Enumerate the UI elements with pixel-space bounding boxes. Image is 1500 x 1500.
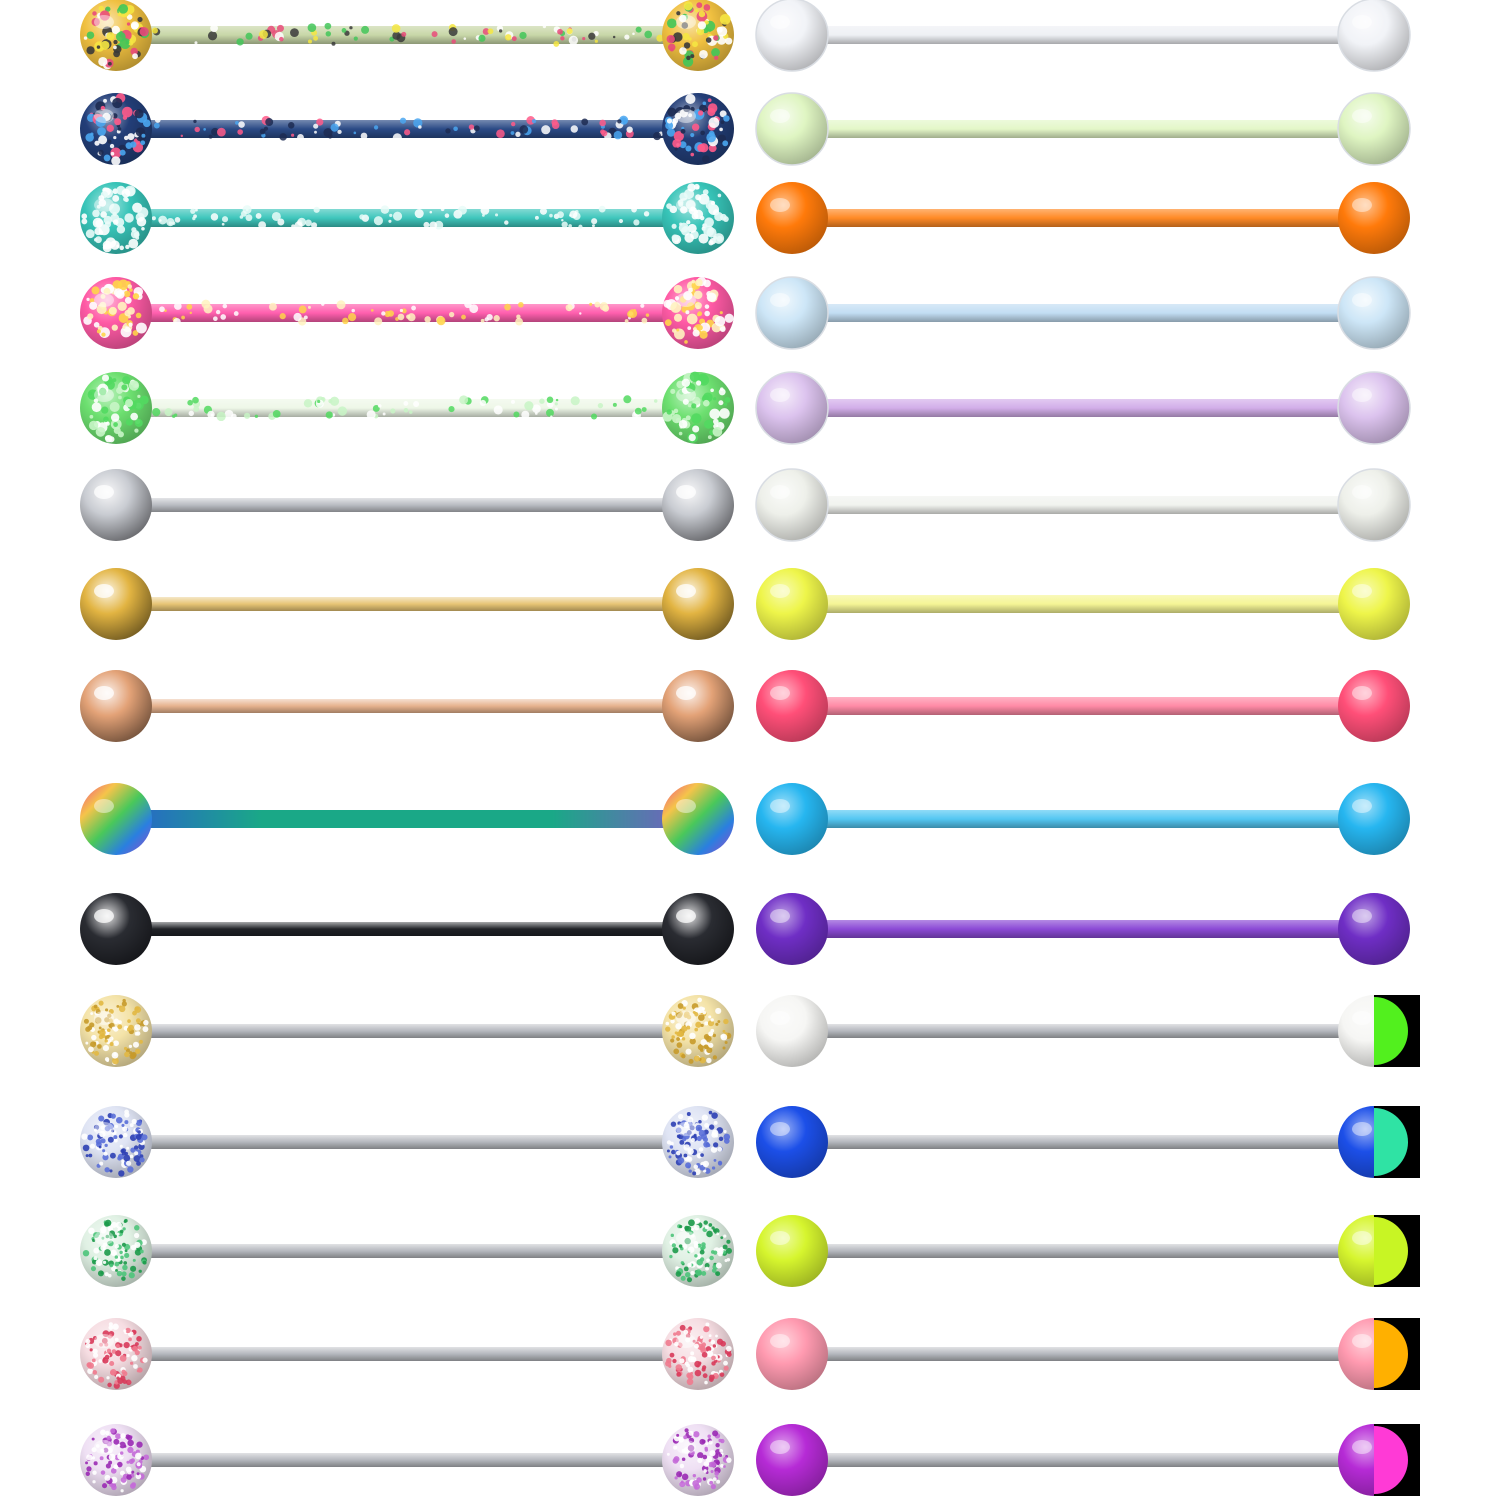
barbell-ball-right	[662, 182, 734, 254]
left-column	[80, 0, 734, 1496]
barbell	[756, 0, 1410, 71]
right-column	[756, 0, 1420, 1496]
barbell	[756, 182, 1410, 254]
barbell-ball-right	[662, 783, 734, 855]
barbell-bar	[792, 1244, 1374, 1258]
barbell-ball-right	[1338, 1215, 1420, 1287]
barbell-ball-right	[662, 1215, 734, 1287]
barbell-ball-right	[662, 93, 734, 165]
barbell-ball-right	[662, 1424, 734, 1496]
barbell	[756, 469, 1410, 541]
barbell-ball-right	[1338, 1106, 1420, 1178]
barbell	[80, 893, 734, 965]
barbell	[80, 277, 734, 349]
barbell-ball-left	[756, 1215, 828, 1287]
barbell-bar	[792, 209, 1374, 227]
barbell	[756, 568, 1410, 640]
barbell-bar	[792, 496, 1374, 514]
barbell-ball-left	[756, 93, 828, 165]
barbell-ball-left	[756, 372, 828, 444]
barbell-ball-left	[756, 1106, 828, 1178]
barbell-ball-right	[662, 1106, 734, 1178]
barbell-ball-left	[756, 1424, 828, 1496]
barbell-ball-left	[756, 893, 828, 965]
barbell	[80, 182, 734, 254]
barbell-ball-left	[756, 670, 828, 742]
barbell-ball-right	[662, 893, 734, 965]
barbell-ball-left	[756, 568, 828, 640]
barbell-ball-right	[662, 995, 734, 1067]
barbell-ball-left	[756, 182, 828, 254]
barbell	[80, 1318, 734, 1390]
barbell-ball-right	[1338, 277, 1410, 349]
barbell-ball-right	[662, 372, 734, 444]
barbell-bar	[116, 1024, 698, 1038]
barbell-bar	[792, 920, 1374, 938]
barbell	[756, 277, 1410, 349]
barbell-ball-left	[756, 783, 828, 855]
barbell-ball-left	[80, 893, 152, 965]
barbell-ball-left	[80, 1424, 152, 1496]
barbell-bar	[116, 209, 698, 227]
barbell-bar	[792, 26, 1374, 44]
barbell-ball-right	[1338, 995, 1420, 1067]
barbell-ball-right	[662, 670, 734, 742]
barbell	[80, 1424, 734, 1496]
barbell-ball-right	[662, 568, 734, 640]
barbell-ball-right	[1338, 469, 1410, 541]
barbell	[80, 995, 734, 1067]
barbell-bar	[792, 595, 1374, 613]
barbell-bar	[792, 810, 1374, 828]
barbell-bar	[116, 699, 698, 713]
barbell	[80, 469, 734, 541]
barbell	[80, 372, 734, 444]
barbell-ball-left	[80, 1106, 152, 1178]
barbell-ball-right	[1338, 372, 1410, 444]
barbell	[756, 1318, 1420, 1390]
barbell-bar	[792, 1135, 1374, 1149]
barbell-ball-left	[80, 783, 152, 855]
barbell	[80, 670, 734, 742]
barbell-bar	[792, 697, 1374, 715]
barbell-ball-left	[80, 0, 152, 71]
barbell-ball-left	[756, 995, 828, 1067]
barbell-ball-right	[1338, 893, 1410, 965]
barbell-bar	[792, 120, 1374, 138]
barbell-ball-right	[1338, 1318, 1420, 1390]
barbell-ball-left	[80, 1318, 152, 1390]
barbell	[756, 783, 1410, 855]
barbell-bar	[792, 399, 1374, 417]
barbell-bar	[116, 810, 698, 828]
barbell-ball-left	[80, 670, 152, 742]
barbell-bar	[116, 1453, 698, 1467]
barbell	[80, 568, 734, 640]
barbell-ball-left	[80, 372, 152, 444]
barbell	[80, 1215, 734, 1287]
barbell	[756, 93, 1410, 165]
barbell-ball-right	[1338, 93, 1410, 165]
barbell	[756, 670, 1410, 742]
barbell-bar	[792, 1024, 1374, 1038]
barbell-ball-right	[662, 0, 734, 71]
barbell-bar	[792, 1347, 1374, 1361]
barbell-bar	[116, 498, 698, 512]
barbell	[756, 893, 1410, 965]
barbell-ball-right	[1338, 0, 1410, 71]
barbell-ball-left	[756, 1318, 828, 1390]
barbell-ball-left	[756, 469, 828, 541]
barbell-ball-left	[80, 568, 152, 640]
barbell-ball-right	[1338, 568, 1410, 640]
barbell	[756, 1106, 1420, 1178]
barbell-ball-left	[80, 277, 152, 349]
barbell-ball-left	[756, 277, 828, 349]
barbell	[756, 995, 1420, 1067]
barbell-bar	[116, 1347, 698, 1361]
barbell-bar	[116, 1244, 698, 1258]
barbell-bar	[116, 922, 698, 936]
barbell	[80, 0, 734, 71]
barbell-bar	[116, 26, 698, 44]
barbell-ball-right	[1338, 1424, 1420, 1496]
barbell	[756, 1424, 1420, 1496]
barbell-bar	[116, 1135, 698, 1149]
barbell-ball-left	[80, 93, 152, 166]
barbell-ball-left	[80, 469, 152, 541]
barbell-ball-right	[662, 469, 734, 541]
barbell-ball-right	[662, 277, 734, 349]
barbell-ball-left	[80, 995, 152, 1067]
barbell	[80, 783, 734, 855]
barbell	[80, 93, 734, 166]
barbell-bar	[792, 1453, 1374, 1467]
barbell-bar	[116, 597, 698, 611]
barbell-ball-right	[1338, 182, 1410, 254]
barbell	[756, 1215, 1420, 1287]
barbell-ball-left	[756, 0, 828, 71]
barbell-ball-right	[1338, 783, 1410, 855]
barbell-ball-right	[1338, 670, 1410, 742]
barbell	[756, 372, 1410, 444]
barbell-ball-left	[80, 182, 152, 254]
barbell	[80, 1106, 734, 1178]
barbell-ball-right	[662, 1318, 734, 1390]
barbell-bar	[792, 304, 1374, 322]
barbell-ball-left	[80, 1215, 152, 1287]
